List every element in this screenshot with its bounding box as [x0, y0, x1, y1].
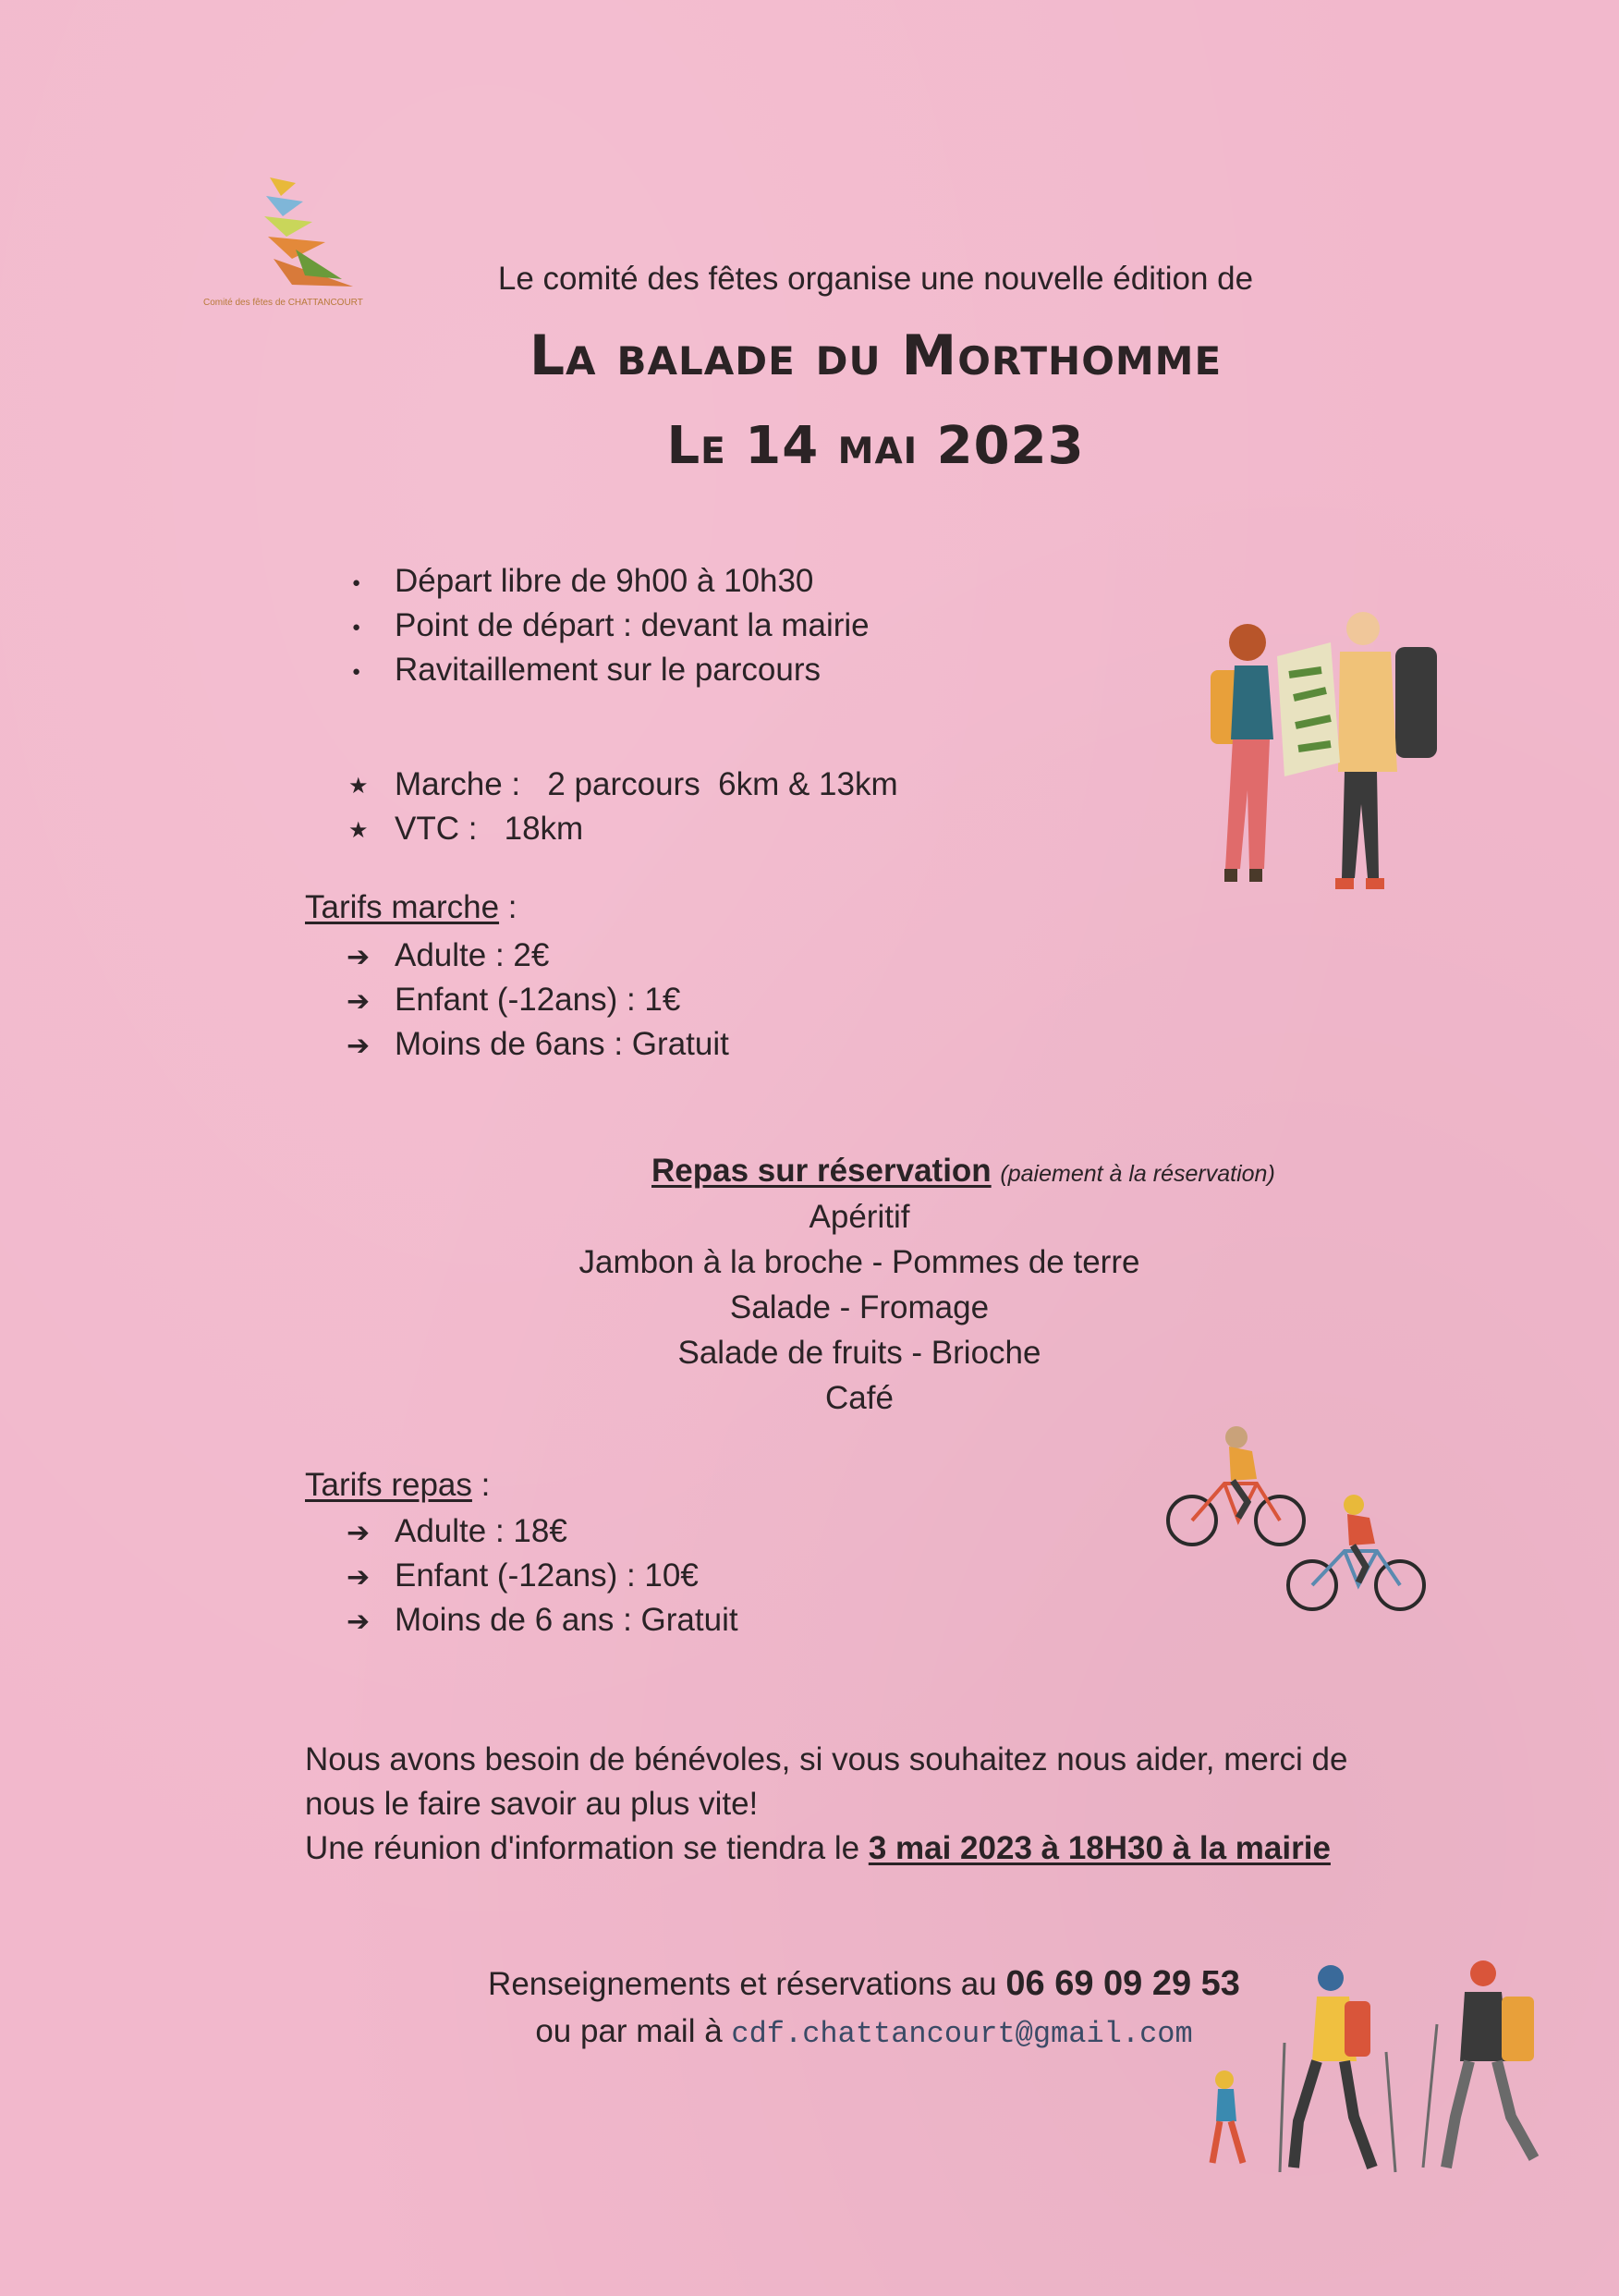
- bullet-icon: [347, 604, 395, 654]
- list-item: ➔Adulte : 18€: [347, 1509, 738, 1554]
- menu-item: Café: [825, 1380, 894, 1416]
- arrow-right-icon: [347, 1554, 395, 1600]
- phone-number: 06 69 09 29 53: [1005, 1964, 1240, 2003]
- logo-caption: Comité des fêtes de CHATTANCOURT: [203, 298, 363, 308]
- committee-logo: [203, 176, 425, 333]
- list-item: ★ VTC : 18km: [347, 807, 898, 851]
- arrow-right-icon: [347, 978, 395, 1024]
- list-item: ●Point de départ : devant la mairie: [347, 604, 870, 648]
- volunteers-notice: Nous avons besoin de bénévoles, si vous souhaitez nous aider, merci de nous le faire savoir au plus vite! Une réunion d'information se tiendra le 3 mai 2023 à 18H30 à la mairie: [305, 1741, 1348, 1866]
- star-icon: [347, 807, 395, 855]
- list-item: ●Ravitaillement sur le parcours: [347, 648, 870, 692]
- list-item: ➔Moins de 6ans : Gratuit: [347, 1022, 729, 1067]
- tarifs-repas-heading: Tarifs repas :: [305, 1467, 491, 1503]
- list-item: ★ Marche : 2 parcours 6km & 13km: [347, 763, 898, 807]
- list-item: ➔Adulte : 2€: [347, 934, 729, 978]
- tarifs-repas-list: [347, 1509, 738, 1643]
- bullet-icon: [347, 648, 395, 699]
- list-item: ➔Enfant (-12ans) : 10€: [347, 1554, 738, 1598]
- arrow-right-icon: [347, 934, 395, 980]
- hikers-map-illustration: [1192, 605, 1451, 910]
- arrow-right-icon: [347, 1509, 395, 1556]
- contact-email-line: ou par mail à cdf.chattancourt@gmail.com: [535, 2013, 1193, 2051]
- tarifs-marche-list: [347, 934, 729, 1067]
- list-item: ➔Moins de 6 ans : Gratuit: [347, 1598, 738, 1643]
- intro-text: Le comité des fêtes organise une nouvelle édition de: [497, 261, 1254, 297]
- star-icon: [347, 763, 395, 811]
- arrow-right-icon: [347, 1022, 395, 1069]
- event-title: La balade du Morthomme: [529, 324, 1223, 388]
- list-item: ●Départ libre de 9h00 à 10h30: [347, 559, 870, 604]
- menu-item: Salade - Fromage: [729, 1289, 990, 1325]
- tarifs-marche-heading: Tarifs marche :: [305, 889, 517, 925]
- bullet-icon: [347, 559, 395, 610]
- menu-item: Apéritif: [809, 1199, 910, 1235]
- email-address[interactable]: cdf.chattancourt@gmail.com: [731, 2017, 1193, 2051]
- cyclists-illustration: [1164, 1414, 1432, 1618]
- hiking-family-illustration: [1192, 1960, 1562, 2191]
- menu-list: [0, 1194, 1619, 1421]
- info-list: [347, 559, 870, 692]
- contact-phone-line: Renseignements et réservations au 06 69 09 29 53: [488, 1964, 1240, 2003]
- meeting-date: 3 mai 2023 à 18H30 à la mairie: [868, 1830, 1331, 1866]
- arrow-right-icon: [347, 1598, 395, 1644]
- repas-heading: Repas sur réservation (paiement à la réservation): [651, 1153, 1275, 1189]
- list-item: ➔Enfant (-12ans) : 1€: [347, 978, 729, 1022]
- menu-item: Salade de fruits - Brioche: [677, 1335, 1041, 1371]
- menu-item: Jambon à la broche - Pommes de terre: [578, 1244, 1140, 1280]
- event-date: Le 14 mai 2023: [666, 416, 1085, 476]
- activities-list: [347, 763, 898, 851]
